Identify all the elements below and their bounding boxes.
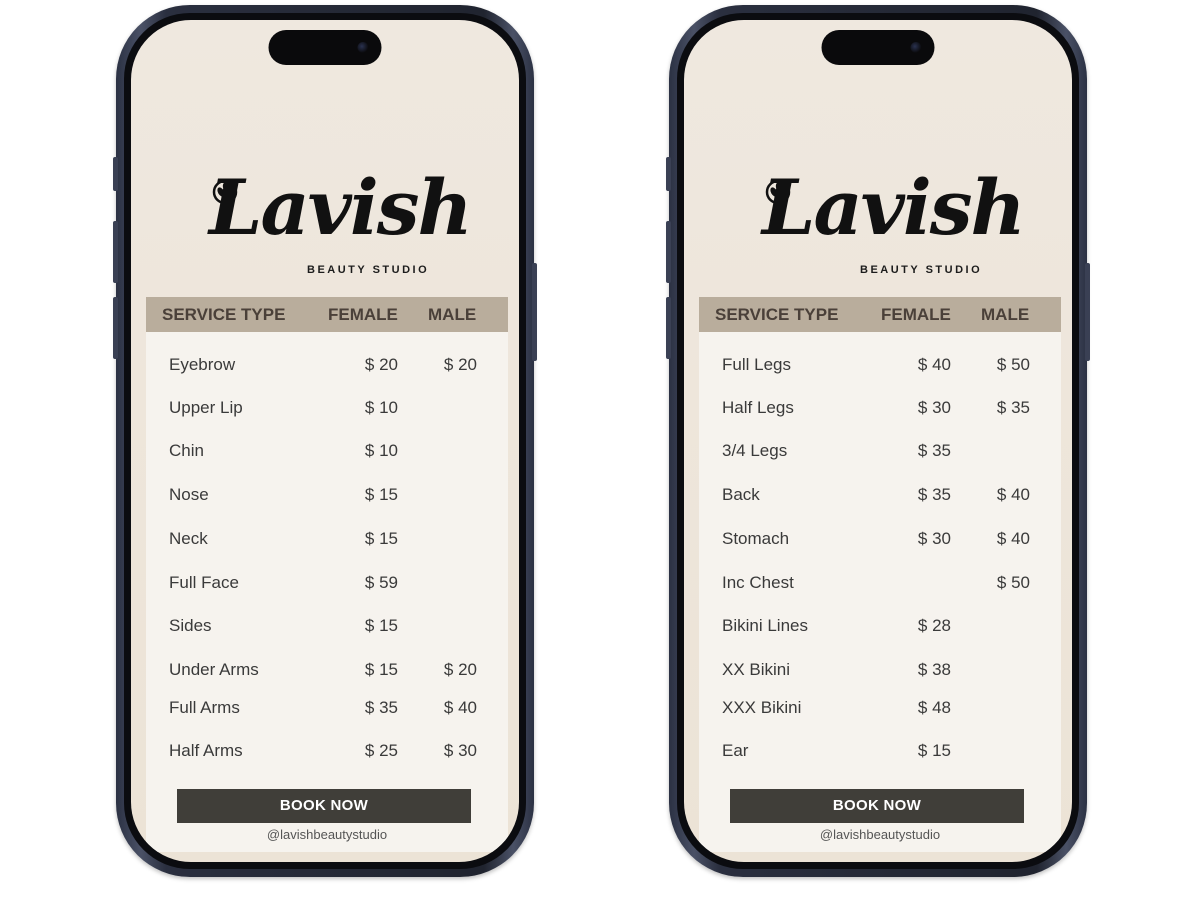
service-name: Full Legs bbox=[722, 355, 791, 374]
table-row bbox=[699, 398, 1061, 422]
female-price: $ 48 bbox=[917, 698, 951, 717]
table-header bbox=[699, 297, 1061, 332]
camera-icon bbox=[358, 42, 369, 53]
phone-bezel bbox=[124, 13, 526, 869]
table-row bbox=[146, 485, 508, 509]
book-now-button[interactable]: BOOK NOW bbox=[730, 789, 1024, 823]
male-price: $ 30 bbox=[443, 741, 477, 760]
volume-down-button bbox=[666, 297, 671, 359]
service-name: Inc Chest bbox=[722, 573, 794, 592]
volume-up-button bbox=[113, 221, 118, 283]
brand-subtitle: BEAUTY STUDIO bbox=[860, 264, 983, 276]
phone-mockup-left bbox=[116, 5, 534, 877]
female-price: $ 35 bbox=[917, 485, 951, 504]
table-row bbox=[699, 741, 1061, 765]
table-row bbox=[146, 698, 508, 722]
power-button bbox=[532, 263, 537, 361]
service-name: Back bbox=[722, 485, 760, 504]
table-row bbox=[146, 441, 508, 465]
social-handle: @lavishbeautystudio bbox=[819, 827, 941, 842]
table-row bbox=[699, 698, 1061, 722]
phone-screen bbox=[684, 20, 1072, 862]
table-row bbox=[146, 741, 508, 765]
phone-mockup-right bbox=[669, 5, 1087, 877]
table-row bbox=[699, 355, 1061, 379]
brand-name: Lavish bbox=[209, 163, 471, 252]
dynamic-island bbox=[822, 30, 935, 65]
table-row bbox=[699, 660, 1061, 684]
brand-logo bbox=[684, 163, 1072, 280]
service-name: Nose bbox=[169, 485, 209, 504]
table-row bbox=[146, 660, 508, 684]
female-price: $ 40 bbox=[917, 355, 951, 374]
service-name: 3/4 Legs bbox=[722, 441, 788, 460]
service-name: Full Face bbox=[169, 573, 239, 592]
service-name: Half Arms bbox=[169, 741, 243, 760]
brand-name: Lavish bbox=[762, 163, 1024, 252]
service-name: Neck bbox=[169, 529, 208, 548]
female-price: $ 35 bbox=[917, 441, 951, 460]
header-service-type: SERVICE TYPE bbox=[715, 305, 839, 324]
female-price: $ 15 bbox=[364, 485, 398, 504]
service-name: Under Arms bbox=[169, 660, 259, 679]
table-row bbox=[146, 398, 508, 422]
male-price: $ 35 bbox=[996, 398, 1030, 417]
service-name: Chin bbox=[169, 441, 204, 460]
price-card bbox=[699, 297, 1061, 852]
service-name: Upper Lip bbox=[169, 398, 243, 417]
service-name: Half Legs bbox=[722, 398, 794, 417]
header-female: FEMALE bbox=[881, 305, 951, 324]
table-row bbox=[146, 616, 508, 640]
phone-bezel bbox=[677, 13, 1079, 869]
header-male: MALE bbox=[981, 305, 1030, 324]
female-price: $ 59 bbox=[364, 573, 398, 592]
female-price: $ 15 bbox=[364, 660, 398, 679]
female-price: $ 20 bbox=[364, 355, 398, 374]
social-handle: @lavishbeautystudio bbox=[266, 827, 388, 842]
service-name: Ear bbox=[722, 741, 749, 760]
male-price: $ 50 bbox=[996, 573, 1030, 592]
service-name: Full Arms bbox=[169, 698, 240, 717]
volume-down-button bbox=[113, 297, 118, 359]
action-button bbox=[666, 157, 671, 191]
table-row bbox=[699, 441, 1061, 465]
service-name: Eyebrow bbox=[169, 355, 236, 374]
female-price: $ 15 bbox=[364, 616, 398, 635]
service-name: XX Bikini bbox=[722, 660, 791, 679]
book-now-button[interactable]: BOOK NOW bbox=[177, 789, 471, 823]
female-price: $ 15 bbox=[917, 741, 951, 760]
table-row bbox=[146, 355, 508, 379]
female-price: $ 30 bbox=[917, 398, 951, 417]
male-price: $ 50 bbox=[996, 355, 1030, 374]
camera-icon bbox=[911, 42, 922, 53]
action-button bbox=[113, 157, 118, 191]
header-female: FEMALE bbox=[328, 305, 398, 324]
female-price: $ 30 bbox=[917, 529, 951, 548]
female-price: $ 28 bbox=[917, 616, 951, 635]
phone-screen bbox=[131, 20, 519, 862]
female-price: $ 38 bbox=[917, 660, 951, 679]
female-price: $ 25 bbox=[364, 741, 398, 760]
female-price: $ 10 bbox=[364, 398, 398, 417]
header-male: MALE bbox=[428, 305, 477, 324]
male-price: $ 20 bbox=[443, 355, 477, 374]
service-name: Bikini Lines bbox=[722, 616, 808, 635]
female-price: $ 10 bbox=[364, 441, 398, 460]
table-row bbox=[699, 573, 1061, 597]
table-row bbox=[146, 573, 508, 597]
female-price: $ 35 bbox=[364, 698, 398, 717]
table-row bbox=[699, 485, 1061, 509]
male-price: $ 40 bbox=[996, 529, 1030, 548]
female-price: $ 15 bbox=[364, 529, 398, 548]
brand-subtitle: BEAUTY STUDIO bbox=[307, 264, 430, 276]
male-price: $ 40 bbox=[443, 698, 477, 717]
dynamic-island bbox=[269, 30, 382, 65]
service-name: Stomach bbox=[722, 529, 790, 548]
table-row bbox=[146, 529, 508, 553]
header-service-type: SERVICE TYPE bbox=[162, 305, 286, 324]
male-price: $ 20 bbox=[443, 660, 477, 679]
male-price: $ 40 bbox=[996, 485, 1030, 504]
volume-up-button bbox=[666, 221, 671, 283]
brand-logo bbox=[131, 163, 519, 280]
service-name: Sides bbox=[169, 616, 212, 635]
price-card bbox=[146, 297, 508, 852]
power-button bbox=[1085, 263, 1090, 361]
table-row bbox=[699, 616, 1061, 640]
table-header bbox=[146, 297, 508, 332]
table-row bbox=[699, 529, 1061, 553]
service-name: XXX Bikini bbox=[722, 698, 802, 717]
